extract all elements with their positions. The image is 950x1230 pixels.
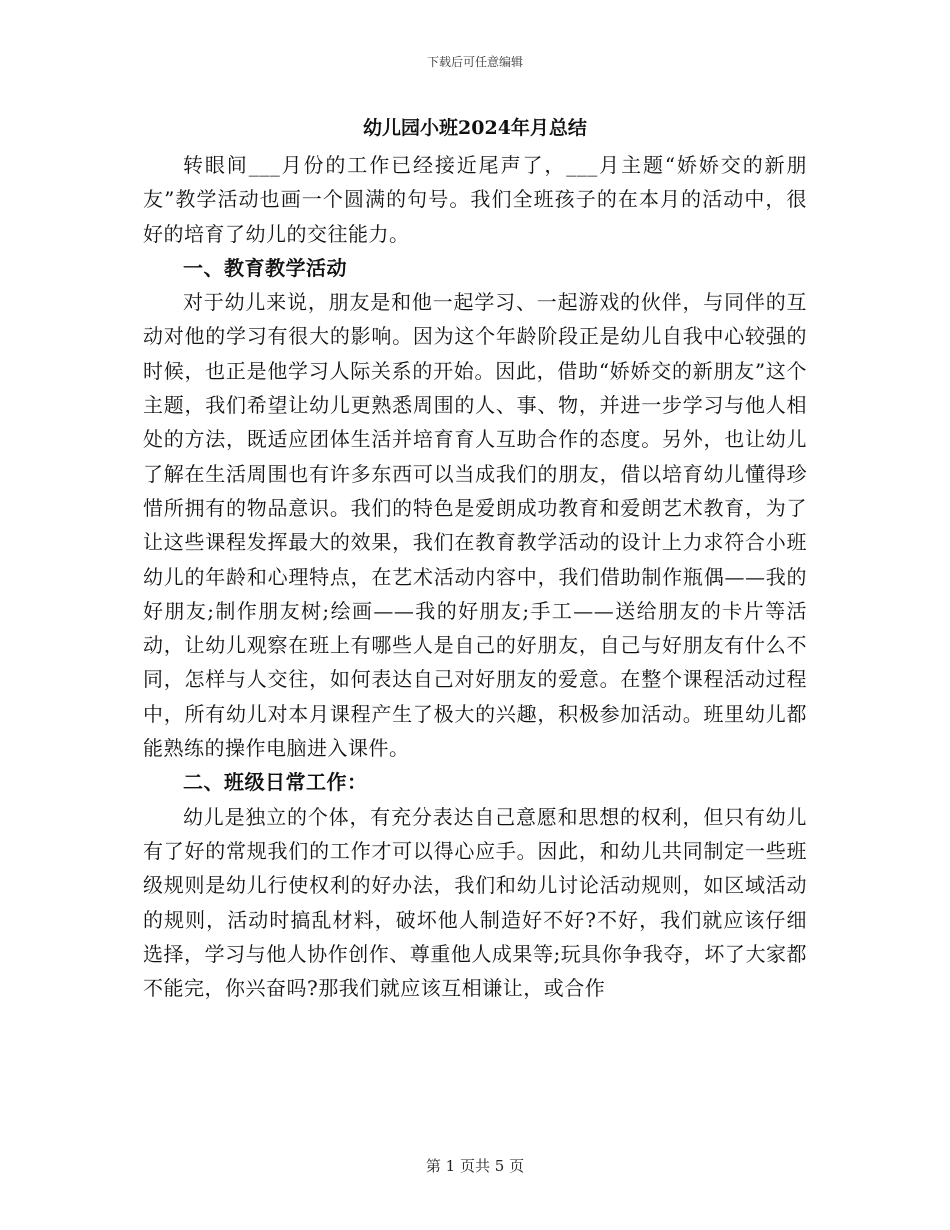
section-heading-daily-work: 二、班级日常工作： [183, 770, 368, 795]
header-note: 下载后可任意编辑 [426, 55, 523, 69]
document-title: 幼儿园小班2024年月总结 [363, 117, 587, 139]
section-body-teaching: 对于幼儿来说，朋友是和他一起学习、一起游戏的伙伴，与同伴的互动对他的学习有很大的影响。因为这个年龄阶段正是幼儿自我中心较强的时候，也正是他学习人际关系的开始。因此，借助“娇娇交的新朋友”这个主题，我们希望让幼儿更熟悉周围的人、事、物，并进一步学习与他人相处的方法，既适应团体生活并培育育人互助合作的态度。另外，也让幼儿了解在生活周围也有许多东西可以当成我们的朋友，借以培育幼儿懂得珍惜所拥有的物品意识。我们的特色是爱朗成功教育和爱朗艺术教育，为了让这些课程发挥最大的效果，我们在教育教学活动的设计上力求符合小班幼儿的年龄和心理特点，在艺术活动内容中，我们借助制作瓶偶——我的好朋友;制作朋友树;绘画——我的好朋友;手工——送给朋友的卡片等活动，让幼儿观察在班上有哪些人是自己的好朋友，自己与好朋友有什么不同，怎样与人交往，如何表达自己对好朋友的爱意。在整个课程活动过程中，所有幼儿对本月课程产生了极大的兴趣，积极参加活动。班里幼儿都能熟练的操作电脑进入课件。 [143, 290, 807, 761]
document-page [143, 113, 807, 1005]
section-heading-teaching: 一、教育教学活动 [183, 255, 347, 280]
page-number-footer: 第 1 页共 5 页 [425, 1157, 525, 1175]
section-body-daily-work: 幼儿是独立的个体，有充分表达自己意愿和思想的权利，但只有幼儿有了好的常规我们的工作才可以得心应手。因此，和幼儿共同制定一些班级规则是幼儿行使权利的好办法，我们和幼儿讨论活动规则，如区域活动的规则，活动时搞乱材料，破坏他人制造好不好?不好，我们就应该仔细选择，学习与他人协作创作、尊重他人成果等;玩具你争我夺，坏了大家都不能完，你兴奋吗?那我们就应该互相谦让，或合作 [143, 804, 807, 1001]
intro-paragraph: 转眼间___月份的工作已经接近尾声了，___月主题“娇娇交的新朋友”教学活动也画一个圆满的句号。我们全班孩子的在本月的活动中，很好的培育了幼儿的交往能力。 [143, 153, 807, 246]
